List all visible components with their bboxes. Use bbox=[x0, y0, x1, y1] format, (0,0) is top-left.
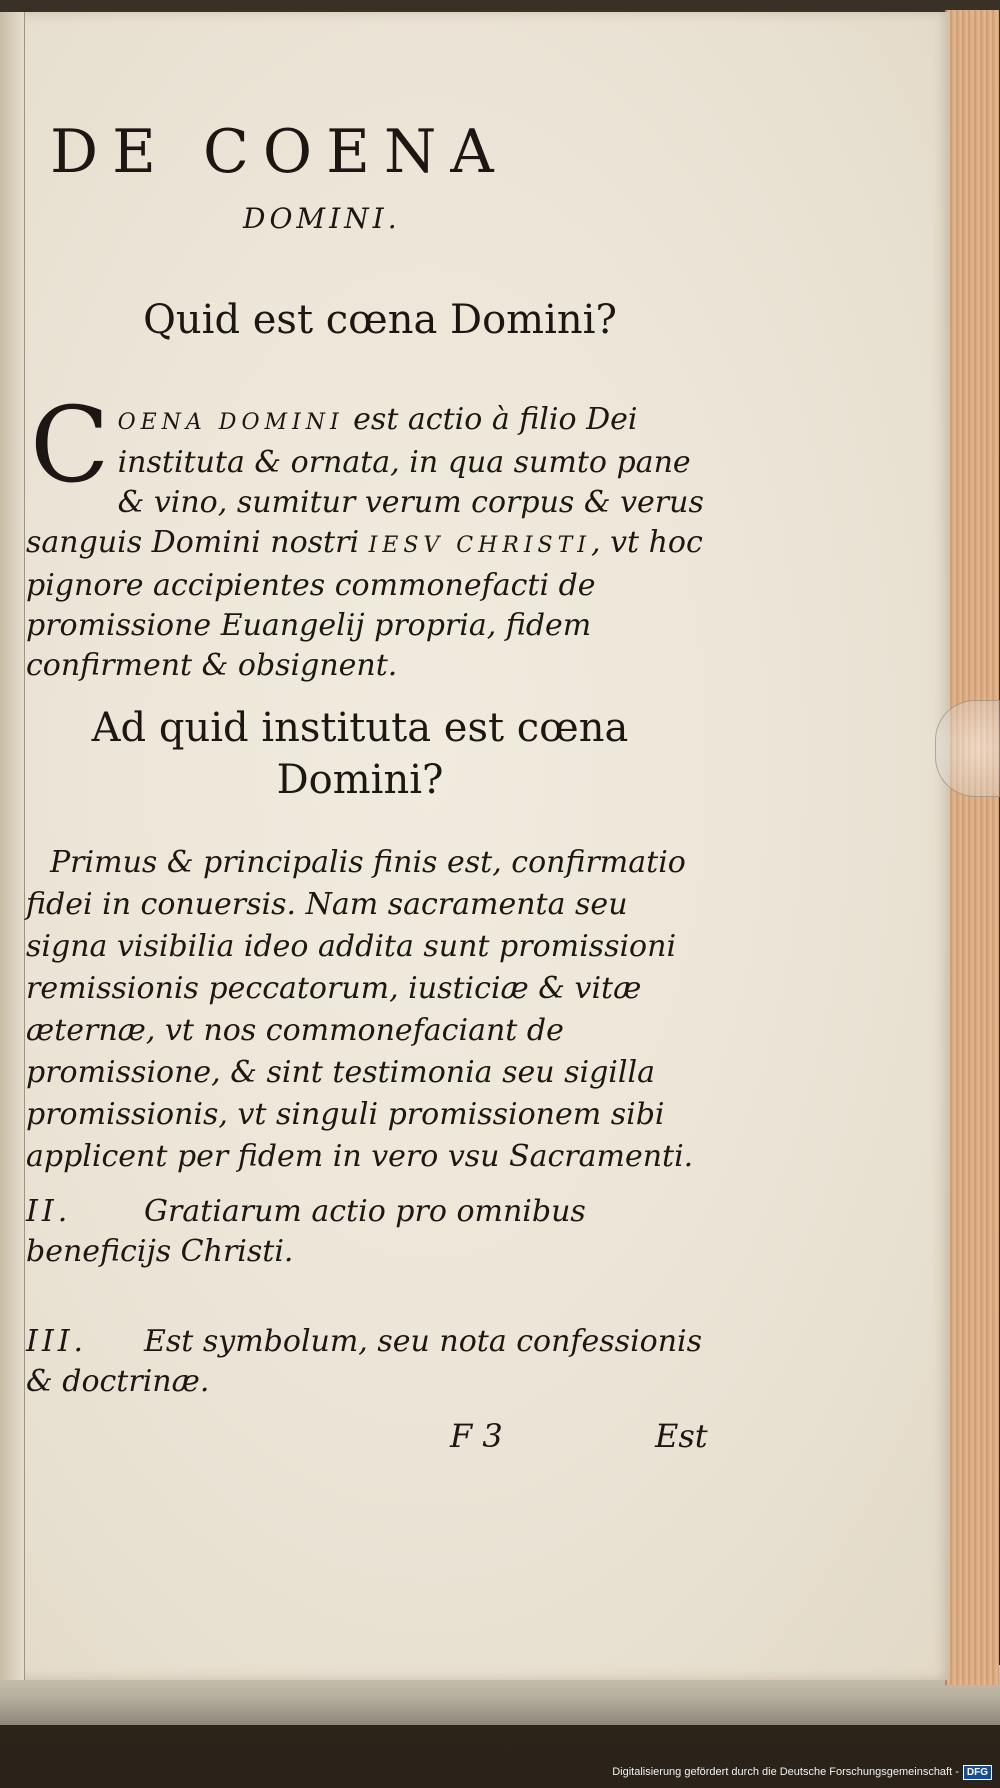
dfg-logo: DFG bbox=[963, 1765, 992, 1780]
book-page bbox=[0, 12, 950, 1680]
item-text: Gratiarum actio pro omnibus beneficijs Christi. bbox=[26, 1194, 586, 1269]
question-heading-1: Quid est cœna Domini? bbox=[143, 297, 617, 343]
gathering-signature: F 3 bbox=[450, 1417, 503, 1455]
page-tab-clip bbox=[935, 700, 1000, 797]
paragraph-text-b: , vt hoc pignore accipientes commonefacti de promissione Euangelij propria, fidem confirment & obsignent. bbox=[26, 525, 703, 683]
paragraph-text-a: est actio à filio Dei instituta & ornata, in qua sumto pane & vino, sumitur verum corpus & verus sanguis Domini nostri bbox=[26, 402, 704, 560]
catchword: Est bbox=[655, 1417, 708, 1455]
paragraph-purpose: Primus & principalis finis est, confirmatio fidei in conuersis. Nam sacramenta seu signa visibilia ideo addita sunt promissioni remissionis peccatorum, iusticiæ & vitæ æternæ, vt nos commonefaciant de promissione, & sint testimonia seu sigilla promissionis, vt singuli promissionem sibi applicent per fidem in vero vsu Sacramenti. bbox=[26, 845, 694, 1174]
list-item bbox=[26, 1192, 716, 1272]
name-smallcaps: IESV CHRISTI bbox=[368, 533, 591, 558]
page-title: DE COENA bbox=[50, 117, 508, 187]
question-heading-2: Ad quid instituta est cœna Domini? bbox=[91, 705, 629, 803]
item-number: III. bbox=[26, 1324, 88, 1359]
credit-text: Digitalisierung gefördert durch die Deutsche Forschungsgemeinschaft - bbox=[612, 1766, 959, 1778]
page-subtitle: DOMINI. bbox=[243, 202, 401, 235]
book-fore-edge bbox=[945, 10, 999, 1685]
list-item bbox=[26, 1322, 716, 1402]
paragraph-definition bbox=[26, 384, 706, 686]
page-gutter bbox=[0, 12, 25, 1680]
item-text: Est symbolum, seu nota confessionis & doctrinæ. bbox=[26, 1324, 703, 1399]
drop-cap: C bbox=[30, 384, 110, 506]
item-number: II. bbox=[26, 1194, 72, 1229]
digitization-credit bbox=[612, 1762, 992, 1782]
lead-smallcaps: OENA DOMINI bbox=[117, 410, 344, 435]
